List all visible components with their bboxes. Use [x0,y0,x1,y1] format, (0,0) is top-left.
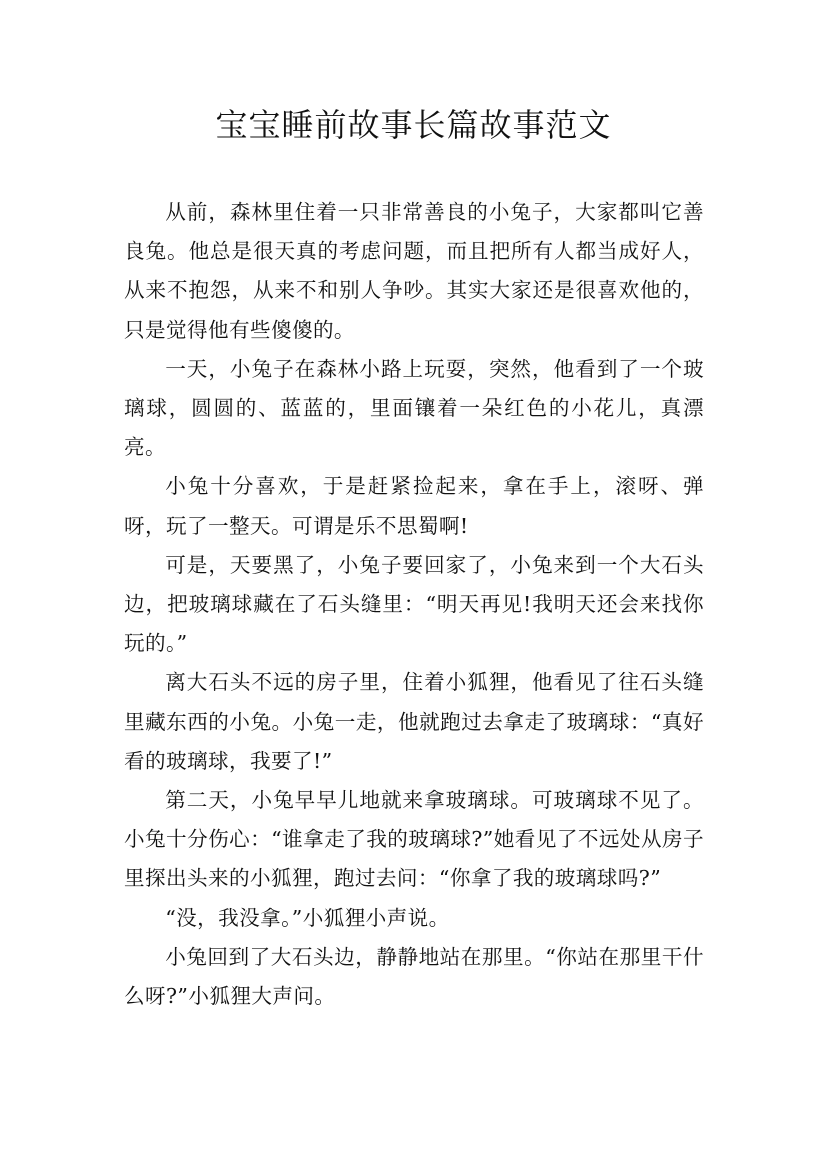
paragraph: 一天，小兔子在森林小路上玩耍，突然，他看到了一个玻璃球，圆圆的、蓝蓝的，里面镶着一朵红色的小花儿，真漂亮。 [124,356,704,460]
paragraph: “没，我没拿。”小狐狸小声说。 [165,905,450,930]
document-body [124,193,704,1016]
paragraph: 小兔回到了大石头边，静静地站在那里。“你站在那里干什么呀?”小狐狸大声问。 [124,944,704,1009]
paragraph: 离大石头不远的房子里，住着小狐狸，他看见了往石头缝里藏东西的小兔。小兔一走，他就跑过去拿走了玻璃球：“真好看的玻璃球，我要了!” [124,670,704,773]
paragraph: 小兔十分喜欢，于是赶紧捡起来，拿在手上，滚呀、弹呀，玩了一整天。可谓是乐不思蜀啊! [124,474,704,538]
paragraph: 从前，森林里住着一只非常善良的小兔子，大家都叫它善良兔。他总是很天真的考虑问题，而且把所有人都当成好人，从来不抱怨，从来不和别人争吵。其实大家还是很喜欢他的，只是觉得他有些傻傻的。 [124,200,704,342]
paragraph: 可是，天要黑了，小兔子要回家了，小兔来到一个大石头边，把玻璃球藏在了石头缝里：“明天再见!我明天还会来找你玩的。” [124,552,704,656]
document-title: 宝宝睡前故事长篇故事范文 [215,106,612,144]
paragraph: 第二天，小兔早早儿地就来拿玻璃球。可玻璃球不见了。小兔十分伤心：“谁拿走了我的玻璃球?”她看见了不远处从房子里探出头来的小狐狸，跑过去问：“你拿了我的玻璃球吗?” [124,788,704,891]
